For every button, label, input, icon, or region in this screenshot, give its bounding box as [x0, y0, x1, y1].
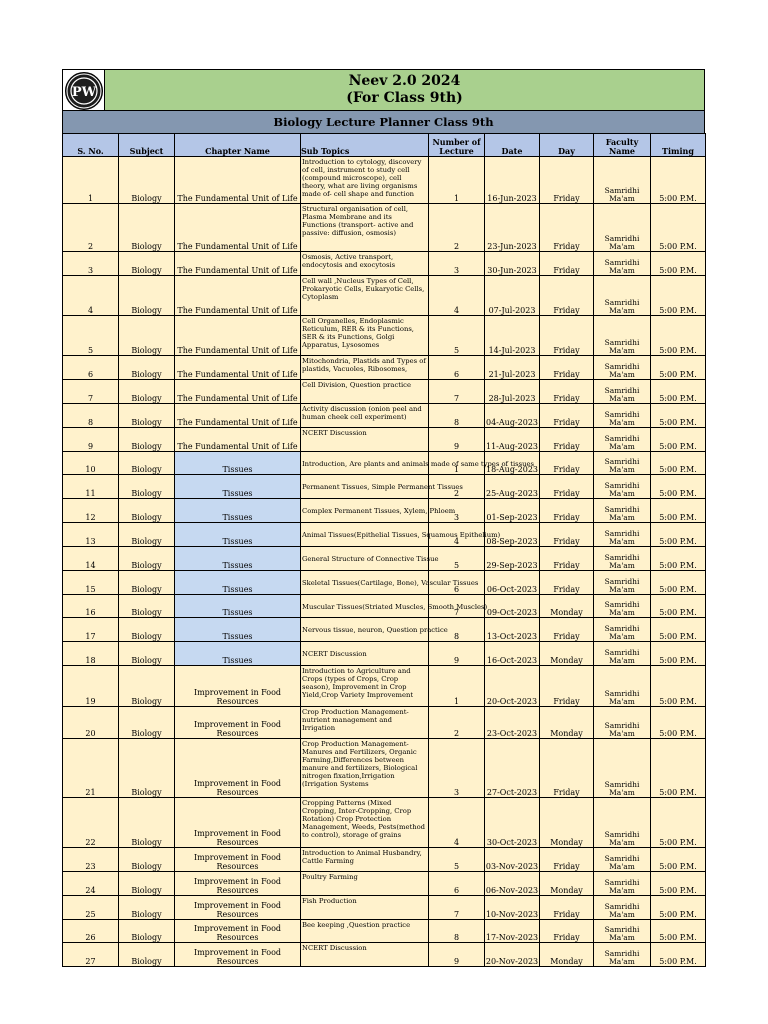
- cell-chapter: Improvement in Food Resources: [175, 848, 301, 872]
- cell-faculty: Samridhi Ma'am: [594, 642, 651, 666]
- column-header-day: Day: [540, 134, 594, 157]
- cell-subtopics: Cell wall ,Nucleus Types of Cell, Prokaryotic Cells, Eukaryotic Cells, Cytoplasm: [301, 276, 429, 316]
- cell-faculty: Samridhi Ma'am: [594, 204, 651, 252]
- cell-timing: 5:00 P.M.: [651, 920, 706, 943]
- cell-sno: 1: [63, 157, 119, 204]
- table-body: [63, 157, 706, 967]
- cell-lecture: 9: [429, 943, 485, 967]
- cell-subtopics: NCERT Discussion: [301, 943, 429, 967]
- cell-chapter: Tissues: [175, 499, 301, 523]
- cell-date: 29-Sep-2023: [485, 547, 540, 571]
- cell-subtopics: Poultry Farming: [301, 872, 429, 896]
- cell-subtopics: General Structure of Connective Tissue: [301, 547, 429, 571]
- cell-day: Friday: [540, 157, 594, 204]
- cell-lecture: 3: [429, 739, 485, 798]
- cell-chapter: The Fundamental Unit of Life: [175, 380, 301, 404]
- table-row: [63, 252, 706, 276]
- cell-faculty: Samridhi Ma'am: [594, 920, 651, 943]
- cell-timing: 5:00 P.M.: [651, 666, 706, 707]
- cell-day: Monday: [540, 595, 594, 618]
- cell-sno: 8: [63, 404, 119, 428]
- cell-faculty: Samridhi Ma'am: [594, 547, 651, 571]
- table-row: [63, 798, 706, 848]
- cell-lecture: 5: [429, 547, 485, 571]
- table-row: [63, 707, 706, 739]
- cell-day: Friday: [540, 499, 594, 523]
- title-cell: [105, 70, 704, 110]
- cell-chapter: Tissues: [175, 571, 301, 595]
- cell-lecture: 2: [429, 475, 485, 499]
- cell-chapter: Improvement in Food Resources: [175, 872, 301, 896]
- cell-subject: Biology: [119, 523, 175, 547]
- table-row: [63, 475, 706, 499]
- cell-sno: 20: [63, 707, 119, 739]
- cell-date: 27-Oct-2023: [485, 739, 540, 798]
- cell-sno: 21: [63, 739, 119, 798]
- cell-subject: Biology: [119, 547, 175, 571]
- cell-faculty: Samridhi Ma'am: [594, 428, 651, 452]
- cell-date: 14-Jul-2023: [485, 316, 540, 356]
- cell-date: 13-Oct-2023: [485, 618, 540, 642]
- cell-sno: 5: [63, 316, 119, 356]
- cell-faculty: Samridhi Ma'am: [594, 896, 651, 920]
- cell-sno: 15: [63, 571, 119, 595]
- cell-timing: 5:00 P.M.: [651, 157, 706, 204]
- table-row: [63, 452, 706, 475]
- cell-subtopics: Permanent Tissues, Simple Permanent Tissues: [301, 475, 429, 499]
- cell-timing: 5:00 P.M.: [651, 252, 706, 276]
- cell-day: Friday: [540, 356, 594, 380]
- column-header-faculty: Faculty Name: [594, 134, 651, 157]
- table-row: [63, 316, 706, 356]
- cell-timing: 5:00 P.M.: [651, 896, 706, 920]
- cell-sno: 10: [63, 452, 119, 475]
- cell-day: Friday: [540, 547, 594, 571]
- cell-chapter: The Fundamental Unit of Life: [175, 356, 301, 380]
- cell-date: 08-Sep-2023: [485, 523, 540, 547]
- table-row: [63, 380, 706, 404]
- cell-timing: 5:00 P.M.: [651, 707, 706, 739]
- cell-sno: 16: [63, 595, 119, 618]
- cell-lecture: 8: [429, 920, 485, 943]
- column-header-subject: Subject: [119, 134, 175, 157]
- cell-day: Monday: [540, 798, 594, 848]
- cell-lecture: 8: [429, 404, 485, 428]
- cell-lecture: 1: [429, 452, 485, 475]
- cell-subject: Biology: [119, 404, 175, 428]
- cell-chapter: The Fundamental Unit of Life: [175, 276, 301, 316]
- cell-subject: Biology: [119, 452, 175, 475]
- cell-chapter: Tissues: [175, 595, 301, 618]
- cell-sno: 6: [63, 356, 119, 380]
- cell-timing: 5:00 P.M.: [651, 523, 706, 547]
- cell-lecture: 1: [429, 666, 485, 707]
- cell-date: 09-Oct-2023: [485, 595, 540, 618]
- cell-subtopics: Introduction to Agriculture and Crops (types of Crops, Crop season), Improvement in Crop Yield,Crop Variety Improvement: [301, 666, 429, 707]
- cell-subtopics: Complex Permanent Tissues, Xylem, Phloem: [301, 499, 429, 523]
- cell-chapter: Tissues: [175, 642, 301, 666]
- cell-date: 07-Jul-2023: [485, 276, 540, 316]
- column-header-chapter: Chapter Name: [175, 134, 301, 157]
- cell-subtopics: Introduction to cytology, discovery of cell, instrument to study cell (compound microscope), cell theory, what are living organisms made of- cell shape and function: [301, 157, 429, 204]
- cell-lecture: 2: [429, 204, 485, 252]
- cell-subject: Biology: [119, 204, 175, 252]
- cell-subject: Biology: [119, 428, 175, 452]
- cell-date: 28-Jul-2023: [485, 380, 540, 404]
- cell-date: 06-Nov-2023: [485, 872, 540, 896]
- cell-lecture: 6: [429, 872, 485, 896]
- cell-subject: Biology: [119, 356, 175, 380]
- table-row: [63, 404, 706, 428]
- cell-subtopics: NCERT Discussion: [301, 428, 429, 452]
- cell-lecture: 2: [429, 707, 485, 739]
- cell-faculty: Samridhi Ma'am: [594, 666, 651, 707]
- cell-subtopics: Skeletal Tissues(Cartilage, Bone), Vascular Tissues: [301, 571, 429, 595]
- cell-date: 16-Oct-2023: [485, 642, 540, 666]
- logo-cell: [63, 70, 105, 110]
- cell-sno: 24: [63, 872, 119, 896]
- cell-day: Friday: [540, 428, 594, 452]
- cell-subject: Biology: [119, 571, 175, 595]
- cell-date: 23-Oct-2023: [485, 707, 540, 739]
- cell-subtopics: Bee keeping ,Question practice: [301, 920, 429, 943]
- table-row: [63, 618, 706, 642]
- cell-sno: 9: [63, 428, 119, 452]
- cell-date: 17-Nov-2023: [485, 920, 540, 943]
- cell-timing: 5:00 P.M.: [651, 739, 706, 798]
- table-row: [63, 276, 706, 316]
- cell-chapter: The Fundamental Unit of Life: [175, 428, 301, 452]
- cell-day: Monday: [540, 872, 594, 896]
- cell-faculty: Samridhi Ma'am: [594, 252, 651, 276]
- cell-faculty: Samridhi Ma'am: [594, 380, 651, 404]
- cell-timing: 5:00 P.M.: [651, 943, 706, 967]
- cell-subtopics: Cell Organelles, Endoplasmic Reticulum, RER & its Functions, SER & its Functions, Golgi Apparatus, Lysosomes: [301, 316, 429, 356]
- table-row: [63, 896, 706, 920]
- cell-chapter: Tissues: [175, 452, 301, 475]
- cell-timing: 5:00 P.M.: [651, 798, 706, 848]
- cell-faculty: Samridhi Ma'am: [594, 798, 651, 848]
- svg-text:PW: PW: [71, 85, 97, 100]
- title-banner: [62, 69, 705, 110]
- cell-date: 20-Oct-2023: [485, 666, 540, 707]
- table-row: [63, 571, 706, 595]
- cell-subtopics: Fish Production: [301, 896, 429, 920]
- cell-lecture: 6: [429, 356, 485, 380]
- cell-faculty: Samridhi Ma'am: [594, 618, 651, 642]
- cell-subtopics: Cropping Patterns (Mixed Cropping, Inter-Cropping, Crop Rotation) Crop Protection Management, Weeds, Pests(method to control), storage of grains: [301, 798, 429, 848]
- cell-chapter: The Fundamental Unit of Life: [175, 404, 301, 428]
- cell-faculty: Samridhi Ma'am: [594, 499, 651, 523]
- cell-day: Friday: [540, 404, 594, 428]
- cell-date: 23-Jun-2023: [485, 204, 540, 252]
- cell-date: 20-Nov-2023: [485, 943, 540, 967]
- cell-sno: 22: [63, 798, 119, 848]
- cell-lecture: 9: [429, 428, 485, 452]
- cell-timing: 5:00 P.M.: [651, 428, 706, 452]
- cell-date: 01-Sep-2023: [485, 499, 540, 523]
- cell-faculty: Samridhi Ma'am: [594, 475, 651, 499]
- cell-chapter: Improvement in Food Resources: [175, 707, 301, 739]
- cell-sno: 3: [63, 252, 119, 276]
- cell-subject: Biology: [119, 276, 175, 316]
- cell-chapter: The Fundamental Unit of Life: [175, 316, 301, 356]
- cell-day: Friday: [540, 204, 594, 252]
- cell-timing: 5:00 P.M.: [651, 316, 706, 356]
- cell-date: 25-Aug-2023: [485, 475, 540, 499]
- cell-timing: 5:00 P.M.: [651, 595, 706, 618]
- cell-faculty: Samridhi Ma'am: [594, 404, 651, 428]
- column-header-sno: S. No.: [63, 134, 119, 157]
- lecture-planner-sheet: [62, 69, 705, 967]
- cell-timing: 5:00 P.M.: [651, 356, 706, 380]
- cell-subject: Biology: [119, 316, 175, 356]
- table-row: [63, 595, 706, 618]
- cell-timing: 5:00 P.M.: [651, 452, 706, 475]
- cell-subtopics: Osmosis, Active transport, endocytosis and exocytosis: [301, 252, 429, 276]
- cell-faculty: Samridhi Ma'am: [594, 316, 651, 356]
- cell-subtopics: Nervous tissue, neuron, Question practice: [301, 618, 429, 642]
- cell-lecture: 9: [429, 642, 485, 666]
- cell-chapter: Tissues: [175, 618, 301, 642]
- cell-subtopics: Animal Tissues(Epithelial Tissues, Squamous Epithelium): [301, 523, 429, 547]
- cell-chapter: Improvement in Food Resources: [175, 943, 301, 967]
- table-row: [63, 642, 706, 666]
- cell-date: 10-Nov-2023: [485, 896, 540, 920]
- cell-day: Friday: [540, 920, 594, 943]
- cell-subject: Biology: [119, 380, 175, 404]
- lecture-table: [62, 133, 706, 967]
- cell-timing: 5:00 P.M.: [651, 571, 706, 595]
- cell-day: Monday: [540, 642, 594, 666]
- cell-day: Friday: [540, 452, 594, 475]
- cell-date: 16-Jun-2023: [485, 157, 540, 204]
- cell-faculty: Samridhi Ma'am: [594, 276, 651, 316]
- cell-date: 04-Aug-2023: [485, 404, 540, 428]
- cell-faculty: Samridhi Ma'am: [594, 452, 651, 475]
- cell-subtopics: Cell Division, Question practice: [301, 380, 429, 404]
- cell-faculty: Samridhi Ma'am: [594, 943, 651, 967]
- cell-day: Friday: [540, 252, 594, 276]
- table-row: [63, 204, 706, 252]
- cell-sno: 18: [63, 642, 119, 666]
- cell-subject: Biology: [119, 642, 175, 666]
- cell-lecture: 4: [429, 523, 485, 547]
- cell-sno: 4: [63, 276, 119, 316]
- column-header-date: Date: [485, 134, 540, 157]
- cell-subtopics: Activity discussion (onion peel and human cheek cell experiment): [301, 404, 429, 428]
- table-row: [63, 356, 706, 380]
- cell-day: Friday: [540, 896, 594, 920]
- cell-sno: 23: [63, 848, 119, 872]
- column-header-lecture: Number of Lecture: [429, 134, 485, 157]
- cell-timing: 5:00 P.M.: [651, 475, 706, 499]
- title-line-1: Neev 2.0 2024: [348, 73, 461, 89]
- title-line-2: (For Class 9th): [346, 90, 463, 106]
- cell-lecture: 5: [429, 316, 485, 356]
- cell-lecture: 1: [429, 157, 485, 204]
- cell-subject: Biology: [119, 848, 175, 872]
- cell-subtopics: Muscular Tissues(Striated Muscles, Smooth Muscles): [301, 595, 429, 618]
- cell-lecture: 5: [429, 848, 485, 872]
- cell-subject: Biology: [119, 499, 175, 523]
- cell-chapter: Tissues: [175, 475, 301, 499]
- cell-timing: 5:00 P.M.: [651, 848, 706, 872]
- table-row: [63, 666, 706, 707]
- table-header-row: [63, 134, 706, 157]
- cell-date: 21-Jul-2023: [485, 356, 540, 380]
- cell-faculty: Samridhi Ma'am: [594, 571, 651, 595]
- cell-sno: 17: [63, 618, 119, 642]
- cell-subtopics: Structural organisation of cell, Plasma Membrane and its Functions (transport- active and passive: diffusion, osmosis): [301, 204, 429, 252]
- table-row: [63, 523, 706, 547]
- cell-sno: 2: [63, 204, 119, 252]
- cell-date: 06-Oct-2023: [485, 571, 540, 595]
- cell-day: Friday: [540, 523, 594, 547]
- cell-sno: 25: [63, 896, 119, 920]
- cell-lecture: 3: [429, 499, 485, 523]
- cell-subject: Biology: [119, 707, 175, 739]
- cell-day: Friday: [540, 316, 594, 356]
- cell-sno: 27: [63, 943, 119, 967]
- cell-day: Friday: [540, 848, 594, 872]
- cell-faculty: Samridhi Ma'am: [594, 157, 651, 204]
- cell-chapter: Tissues: [175, 547, 301, 571]
- cell-sno: 26: [63, 920, 119, 943]
- cell-subject: Biology: [119, 618, 175, 642]
- cell-subtopics: Introduction, Are plants and animals made of same types of tissues: [301, 452, 429, 475]
- cell-date: 30-Oct-2023: [485, 798, 540, 848]
- column-header-timing: Timing: [651, 134, 706, 157]
- cell-chapter: The Fundamental Unit of Life: [175, 157, 301, 204]
- cell-faculty: Samridhi Ma'am: [594, 872, 651, 896]
- cell-timing: 5:00 P.M.: [651, 499, 706, 523]
- cell-timing: 5:00 P.M.: [651, 872, 706, 896]
- cell-subtopics: Crop Production Management- nutrient management and Irrigation: [301, 707, 429, 739]
- cell-subject: Biology: [119, 872, 175, 896]
- cell-subject: Biology: [119, 896, 175, 920]
- cell-subtopics: Crop Production Management- Manures and Fertilizers, Organic Farming,Differences between manure and fertilizers, Biological nitrogen fixation,Irrigation (Irrigation Systems: [301, 739, 429, 798]
- cell-day: Friday: [540, 739, 594, 798]
- cell-faculty: Samridhi Ma'am: [594, 707, 651, 739]
- cell-chapter: Improvement in Food Resources: [175, 896, 301, 920]
- cell-chapter: Improvement in Food Resources: [175, 666, 301, 707]
- cell-lecture: 8: [429, 618, 485, 642]
- table-row: [63, 848, 706, 872]
- table-row: [63, 499, 706, 523]
- cell-day: Friday: [540, 380, 594, 404]
- cell-subtopics: Mitochondria, Plastids and Types of plastids, Vacuoles, Ribosomes,: [301, 356, 429, 380]
- cell-timing: 5:00 P.M.: [651, 380, 706, 404]
- table-row: [63, 428, 706, 452]
- table-row: [63, 872, 706, 896]
- cell-timing: 5:00 P.M.: [651, 276, 706, 316]
- cell-subject: Biology: [119, 157, 175, 204]
- cell-sno: 11: [63, 475, 119, 499]
- table-row: [63, 547, 706, 571]
- cell-chapter: Tissues: [175, 523, 301, 547]
- cell-subject: Biology: [119, 798, 175, 848]
- cell-timing: 5:00 P.M.: [651, 204, 706, 252]
- cell-faculty: Samridhi Ma'am: [594, 523, 651, 547]
- cell-day: Friday: [540, 618, 594, 642]
- cell-sno: 13: [63, 523, 119, 547]
- table-row: [63, 157, 706, 204]
- cell-lecture: 4: [429, 798, 485, 848]
- cell-date: 30-Jun-2023: [485, 252, 540, 276]
- cell-chapter: Improvement in Food Resources: [175, 798, 301, 848]
- cell-subject: Biology: [119, 943, 175, 967]
- cell-chapter: The Fundamental Unit of Life: [175, 204, 301, 252]
- table-row: [63, 920, 706, 943]
- table-row: [63, 943, 706, 967]
- cell-day: Friday: [540, 276, 594, 316]
- cell-lecture: 3: [429, 252, 485, 276]
- cell-timing: 5:00 P.M.: [651, 547, 706, 571]
- cell-subject: Biology: [119, 920, 175, 943]
- cell-date: 03-Nov-2023: [485, 848, 540, 872]
- cell-subtopics: Introduction to Animal Husbandry, Cattle Farming: [301, 848, 429, 872]
- cell-day: Monday: [540, 943, 594, 967]
- cell-lecture: 7: [429, 380, 485, 404]
- cell-day: Monday: [540, 707, 594, 739]
- cell-lecture: 4: [429, 276, 485, 316]
- cell-timing: 5:00 P.M.: [651, 404, 706, 428]
- planner-title: Biology Lecture Planner Class 9th: [62, 110, 705, 133]
- cell-subject: Biology: [119, 666, 175, 707]
- cell-sno: 12: [63, 499, 119, 523]
- cell-sno: 19: [63, 666, 119, 707]
- cell-faculty: Samridhi Ma'am: [594, 356, 651, 380]
- cell-date: 18-Aug-2023: [485, 452, 540, 475]
- cell-day: Friday: [540, 571, 594, 595]
- cell-subject: Biology: [119, 475, 175, 499]
- cell-faculty: Samridhi Ma'am: [594, 595, 651, 618]
- cell-sno: 7: [63, 380, 119, 404]
- cell-lecture: 7: [429, 595, 485, 618]
- cell-day: Friday: [540, 475, 594, 499]
- cell-chapter: Improvement in Food Resources: [175, 920, 301, 943]
- cell-day: Friday: [540, 666, 594, 707]
- cell-subject: Biology: [119, 252, 175, 276]
- pw-logo-icon: [65, 72, 103, 110]
- cell-subtopics: NCERT Discussion: [301, 642, 429, 666]
- cell-chapter: The Fundamental Unit of Life: [175, 252, 301, 276]
- cell-subject: Biology: [119, 595, 175, 618]
- cell-faculty: Samridhi Ma'am: [594, 848, 651, 872]
- column-header-subtopics: Sub Topics: [301, 134, 429, 157]
- cell-date: 11-Aug-2023: [485, 428, 540, 452]
- cell-sno: 14: [63, 547, 119, 571]
- cell-timing: 5:00 P.M.: [651, 618, 706, 642]
- table-row: [63, 739, 706, 798]
- cell-lecture: 6: [429, 571, 485, 595]
- cell-timing: 5:00 P.M.: [651, 642, 706, 666]
- cell-faculty: Samridhi Ma'am: [594, 739, 651, 798]
- cell-chapter: Improvement in Food Resources: [175, 739, 301, 798]
- cell-subject: Biology: [119, 739, 175, 798]
- cell-lecture: 7: [429, 896, 485, 920]
